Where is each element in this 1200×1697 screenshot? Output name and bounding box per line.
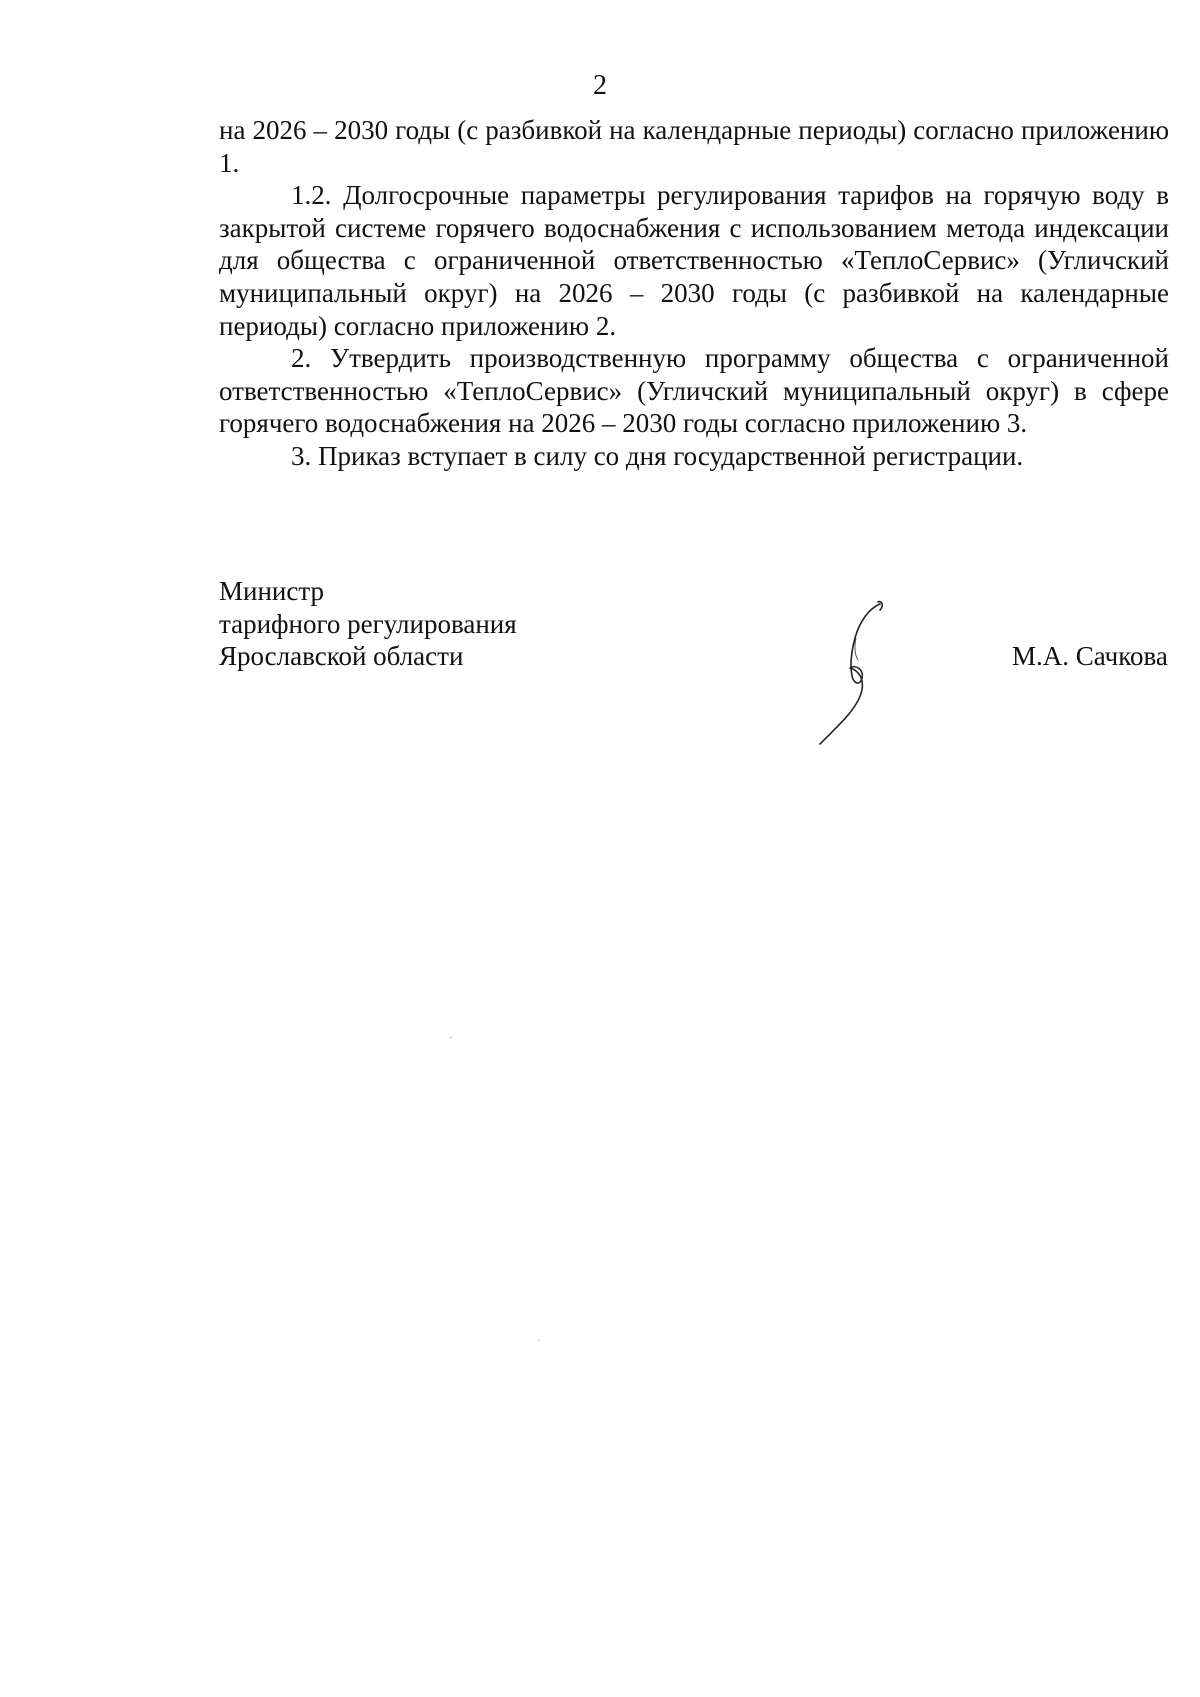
document-body xyxy=(219,114,1169,473)
page-number: 2 xyxy=(593,70,607,101)
paragraph-item-1-2: 1.2. Долгосрочные параметры регулирования тарифов на горячую воду в закрытой системе горячего водоснабжения с использованием метода индексации для общества с ограниченной ответственностью «ТеплоСервис» (Угличский муниципальный округ) на 2026 – 2030 годы (с разбивкой на календарные периоды) согласно приложению 2. xyxy=(219,180,1169,341)
paragraph-item-3: 3. Приказ вступает в силу со дня государственной регистрации. xyxy=(291,440,1024,471)
signatory-position-line: Ярославской области xyxy=(219,641,464,672)
scan-speck xyxy=(450,1037,452,1038)
paragraph-continuation: на 2026 – 2030 годы (с разбивкой на календарные периоды) согласно приложению 1. xyxy=(219,115,1169,178)
scan-speck xyxy=(538,1340,540,1341)
handwritten-signature xyxy=(800,598,900,748)
paragraph-item-2: 2. Утвердить производственную программу общества с ограниченной ответственностью «ТеплоСервис» (Угличский муниципальный округ) в сфере горячего водоснабжения на 2026 – 2030 годы согласно приложению 3. xyxy=(219,343,1169,439)
signatory-position-line: тарифного регулирования xyxy=(219,608,517,639)
signer-name: М.А. Сачкова xyxy=(1012,641,1168,671)
signatory-position xyxy=(219,575,517,673)
signatory-position-line: Министр xyxy=(219,576,324,606)
